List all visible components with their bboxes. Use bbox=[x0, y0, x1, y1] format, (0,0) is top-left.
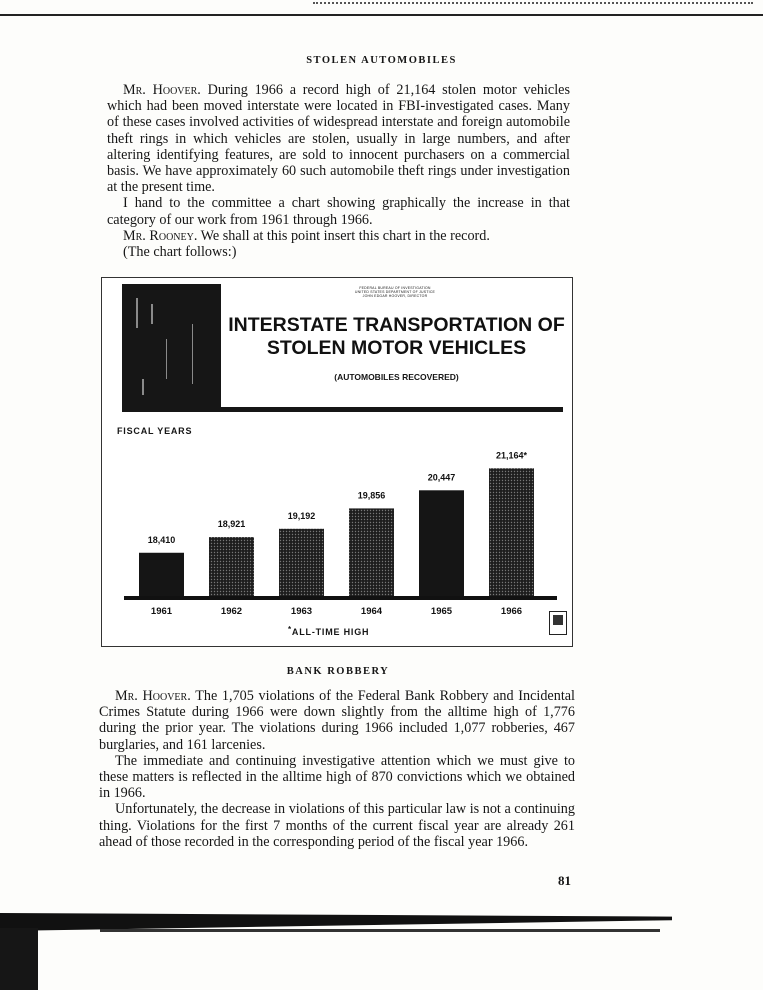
paragraph bbox=[99, 753, 575, 802]
chart-panel bbox=[101, 277, 573, 647]
bar-1961 bbox=[139, 553, 184, 596]
footnote-marker: * bbox=[288, 625, 292, 634]
speaker-name: Mr. Hoover. bbox=[115, 688, 191, 704]
page-number: 81 bbox=[558, 873, 571, 888]
paragraph-text: During 1966 a record high of 21,164 stolen motor vehicles which had been moved interstate were located in FBI-investigated cases. Many of these cases involved activities of widespread interstate and foreign automobile theft rings in which vehicles are stolen, usually in large numbers, and after altering identifying features, are sold to innocent purchasers on a commercial basis. We have approximately 60 such automobile theft rings under investigation at the present time. bbox=[107, 82, 570, 196]
chart-subtitle: (AUTOMOBILES RECOVERED) bbox=[334, 372, 459, 382]
section-head: BANK ROBBERY bbox=[286, 666, 390, 677]
paragraph-text: (The chart follows:) bbox=[123, 244, 237, 261]
bar-1963 bbox=[279, 529, 324, 596]
scan-corner bbox=[0, 928, 38, 990]
seal-line: JOHN EDGAR HOOVER, DIRECTOR bbox=[362, 294, 428, 299]
paragraph-text: I hand to the committee a chart showing graphically the increase in that category of our work from 1961 through 1966. bbox=[107, 195, 570, 228]
category-label-1964: 1964 bbox=[360, 606, 383, 617]
value-label-1965: 20,447 bbox=[427, 472, 456, 483]
category-label-1966: 1966 bbox=[500, 606, 523, 617]
paragraph bbox=[99, 801, 575, 850]
emblem-icon bbox=[549, 611, 567, 635]
paragraph bbox=[107, 244, 570, 260]
paragraph-text: The 1,705 violations of the Federal Bank Robbery and Incidental Crimes Statute during 1966 were down slightly from the alltime high of 1,776 during the prior year. The violations during 1966 included 1,077 robberies, 467 burglaries, and 161 larcenies. bbox=[99, 688, 576, 753]
bar-chart bbox=[102, 278, 572, 646]
scan-dots bbox=[313, 2, 753, 4]
category-label-1963: 1963 bbox=[290, 606, 313, 617]
seal-line: FEDERAL BUREAU OF INVESTIGATION bbox=[359, 286, 431, 290]
value-label-1964: 19,856 bbox=[357, 490, 386, 501]
chart-title-line: STOLEN MOTOR VEHICLES bbox=[266, 337, 527, 359]
footnote-text: ALL-TIME HIGH bbox=[291, 627, 370, 637]
category-label-1961: 1961 bbox=[150, 606, 173, 617]
scan-edge-top bbox=[0, 0, 763, 16]
bar-1964 bbox=[349, 508, 394, 596]
paragraph bbox=[107, 228, 570, 244]
running-head: STOLEN AUTOMOBILES bbox=[306, 55, 457, 66]
text-block-stolen-automobiles bbox=[107, 82, 570, 260]
chart-title-line: INTERSTATE TRANSPORTATION OF bbox=[228, 314, 565, 336]
category-label-1965: 1965 bbox=[430, 606, 453, 617]
value-label-1963: 19,192 bbox=[287, 510, 316, 521]
speaker-name: Mr. Rooney. bbox=[123, 227, 198, 244]
scan-edge-line bbox=[100, 929, 660, 932]
paragraph bbox=[107, 82, 570, 195]
category-label-1962: 1962 bbox=[220, 606, 243, 617]
axis-label: FISCAL YEARS bbox=[117, 426, 193, 436]
value-label-1962: 18,921 bbox=[217, 519, 246, 530]
paragraph-text: Unfortunately, the decrease in violations of this particular law is not a continuing thing. Violations for the first 7 months of the current fiscal year are already 261 ahead of those recorded in the corresponding period of the fiscal year 1966. bbox=[99, 801, 575, 850]
speaker-name: Mr. Hoover. bbox=[123, 82, 201, 98]
paragraph bbox=[99, 688, 575, 753]
paragraph-text: The immediate and continuing investigative attention which we must give to these matters is reflected in the alltime high of 870 convictions which we obtained in 1966. bbox=[99, 752, 575, 802]
bar-1962 bbox=[209, 537, 254, 596]
seal-line: UNITED STATES DEPARTMENT OF JUSTICE bbox=[354, 290, 436, 295]
paragraph-text: We shall at this point insert this chart in the record. bbox=[197, 227, 490, 244]
bar-1965 bbox=[419, 490, 464, 596]
value-label-1961: 18,410 bbox=[147, 534, 176, 545]
paragraph bbox=[107, 195, 570, 227]
value-label-1966: 21,164* bbox=[495, 450, 528, 461]
bar-1966 bbox=[489, 468, 534, 596]
footnote bbox=[288, 625, 369, 637]
text-block-bank-robbery bbox=[99, 688, 575, 850]
